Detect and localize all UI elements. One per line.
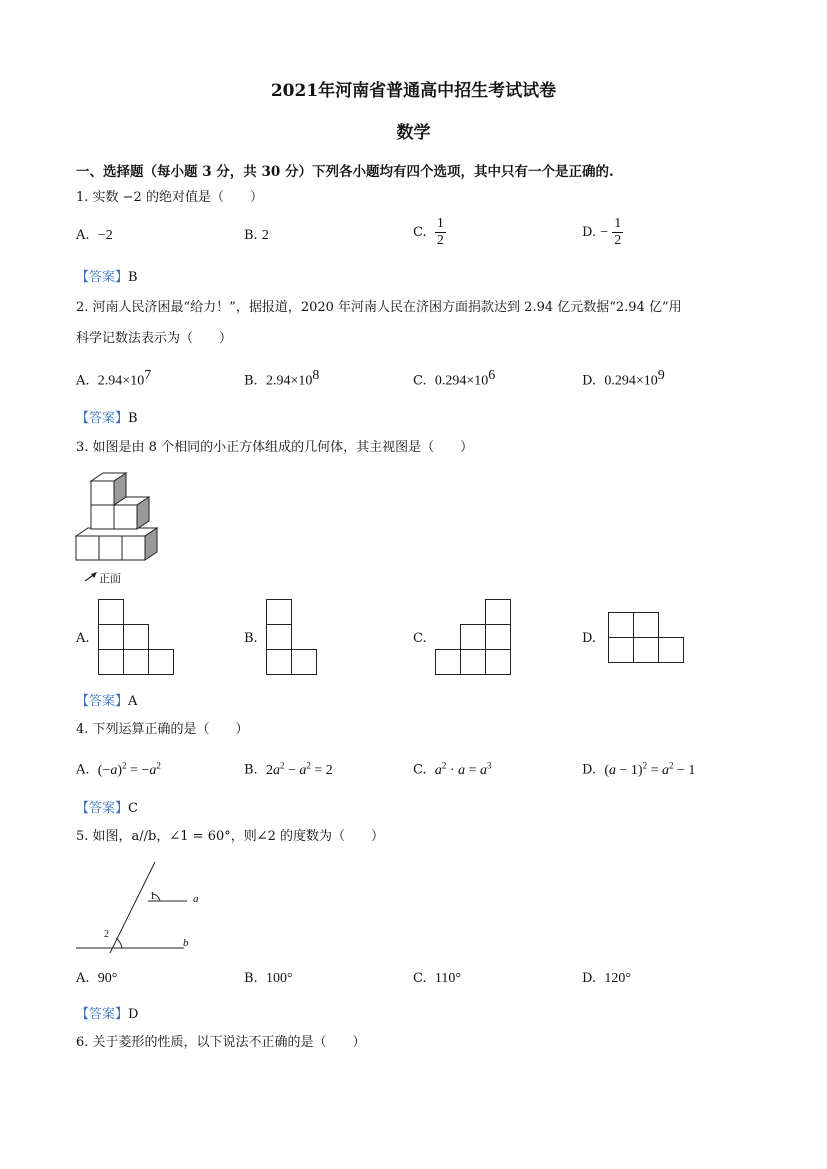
question-1-text: 1. 实数 −2 的绝对值是（ ） [76, 190, 263, 205]
q5-option-d: D. 120° [582, 971, 631, 986]
subject-title: 数学 [396, 123, 431, 143]
front-view-caption: 正面 [99, 572, 121, 585]
fraction: $\frac{1}{2}$ [436, 216, 444, 248]
question-2-text-line2: 科学记数法表示为（ ） [76, 331, 233, 346]
q2-option-b: B. $2.94\times 10^8$ [244, 368, 320, 389]
fraction: $\frac{1}{2}$ [614, 216, 622, 248]
section-heading: 一、选择题（每小题 3 分，共 30 分）下列各小题均有四个选项，其中只有一个是正确的. [76, 164, 614, 180]
q1-option-a: A. −2 [76, 228, 113, 243]
q3-option-c-label: C. [413, 631, 427, 646]
q3-option-b-label: B. [244, 631, 258, 646]
q2-option-a: A. $2.94\times 10^7$ [76, 368, 152, 389]
q1-answer: 【答案】B [76, 270, 138, 285]
q2-option-c: C. $0.294\times 10^6$ [413, 368, 496, 389]
q5-option-b: B. 100° [244, 971, 293, 986]
angle-1-label: 1 [150, 891, 155, 902]
q3-option-a-grid [98, 599, 176, 677]
q3-option-b-grid [266, 599, 322, 677]
question-4-text: 4. 下列运算正确的是（ ） [76, 722, 249, 737]
q2-option-d: D. $0.294\times 10^9$ [582, 368, 665, 389]
page-title: 2021年河南省普通高中招生考试试卷 [270, 81, 557, 101]
q4-option-c: C. $a^2 \cdot a = a^3$ [413, 760, 492, 778]
q5-answer: 【答案】D [76, 1007, 139, 1022]
q3-option-a-label: A. [76, 631, 90, 646]
q4-option-b: B. $2a^2 - a^2 = 2$ [244, 760, 333, 778]
angle-2-label: 2 [104, 929, 109, 940]
q5-option-c: C. 110° [413, 971, 461, 986]
question-2-text-line1: 2. 河南人民济困最“给力！”，据报道，2020 年河南人民在济困方面捐款达到 2.94 亿元数据“2.94 亿”用 [76, 300, 682, 315]
q3-option-d-label: D. [582, 631, 597, 646]
q4-option-a: A. $(-a)^2 = -a^2$ [76, 760, 161, 778]
q4-answer: 【答案】C [76, 801, 138, 816]
arrow-icon [84, 572, 98, 582]
question-5-text: 5. 如图，a//b，∠1 = 60°，则∠2 的度数为（ ） [76, 829, 385, 844]
q4-option-d: D. $(a - 1)^2 = a^2 - 1$ [582, 760, 696, 778]
q3-answer: 【答案】A [76, 694, 138, 709]
q2-answer: 【答案】B [76, 411, 138, 426]
q3-option-c-grid [435, 599, 515, 677]
q1-option-c: C. $\frac{1}{2}$ [413, 216, 444, 248]
line-a-label: a [193, 893, 199, 905]
q1-option-b: B. 2 [244, 228, 269, 243]
question-6-text: 6. 关于菱形的性质，以下说法不正确的是（ ） [76, 1035, 366, 1050]
line-b-label: b [183, 937, 189, 949]
q3-option-d-grid [608, 612, 688, 666]
question-3-text: 3. 如图是由 8 个相同的小正方体组成的几何体，其主视图是（ ） [76, 440, 474, 455]
q1-option-d: D. − $\frac{1}{2}$ [582, 216, 622, 248]
cube-stack-figure [74, 470, 166, 562]
q5-option-a: A. 90° [76, 971, 118, 986]
